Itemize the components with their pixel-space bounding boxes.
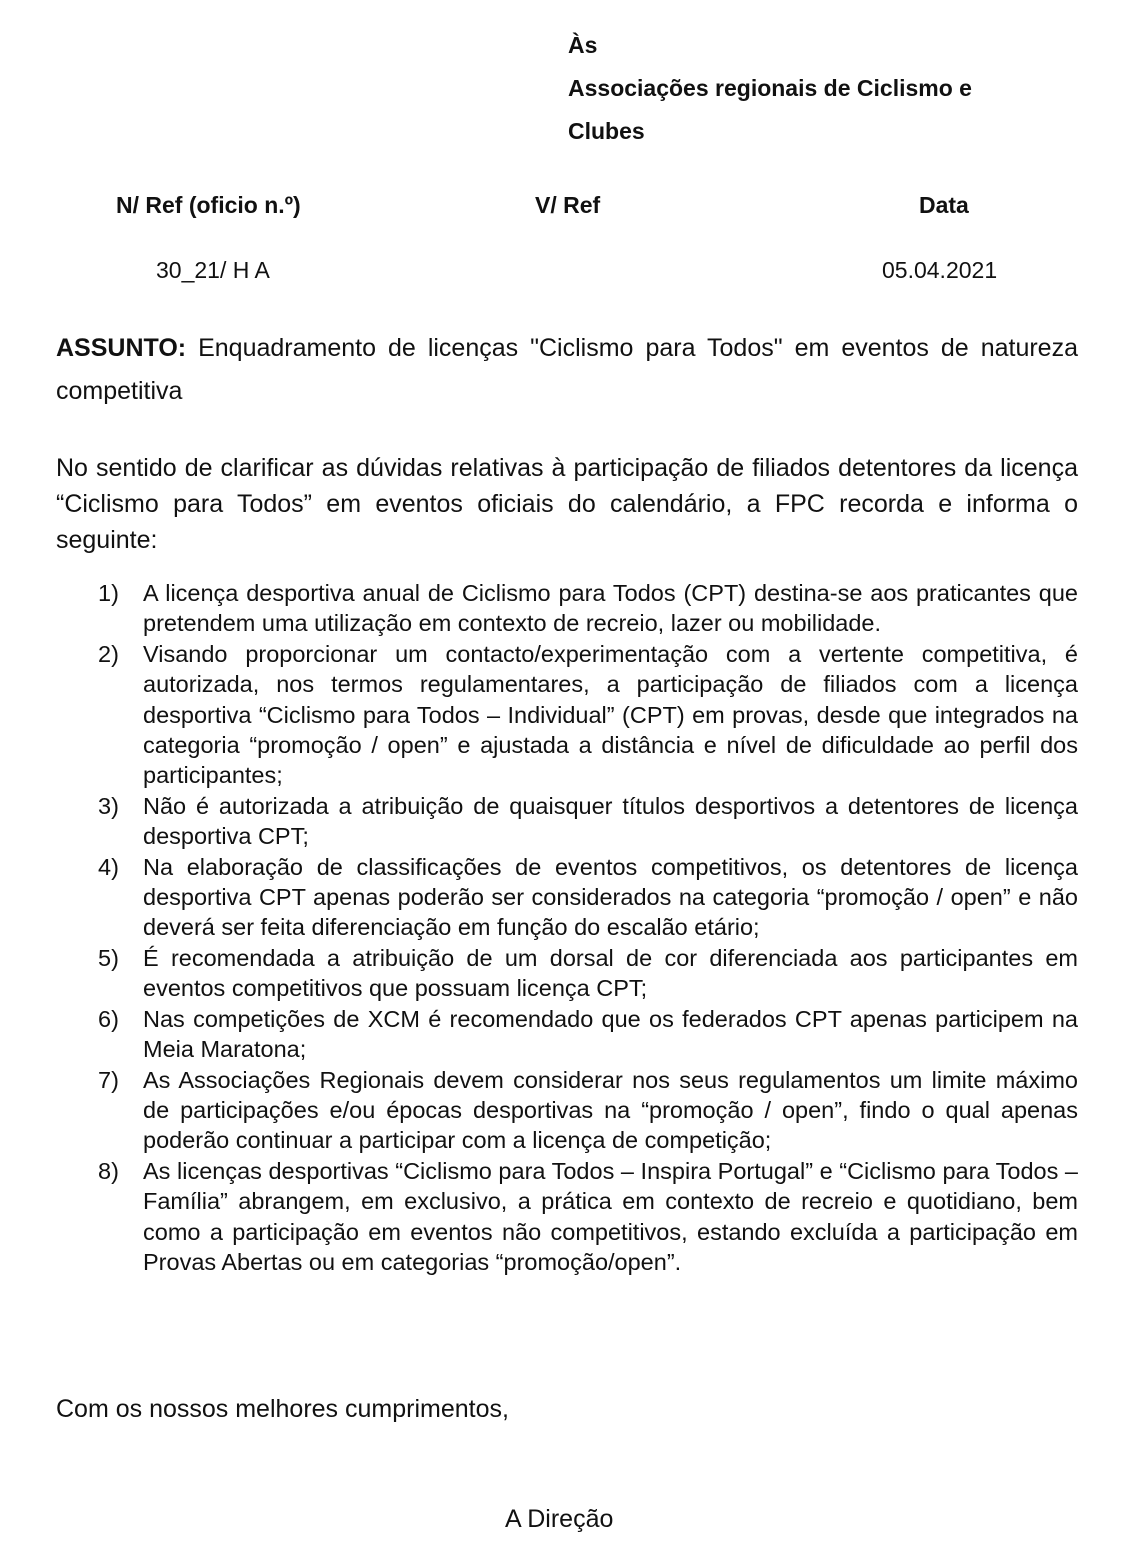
- list-item-text: Não é autorizada a atribuição de quaisquer títulos desportivos a detentores de licença desportiva CPT;: [143, 792, 1078, 850]
- list-item-number: 4): [98, 853, 119, 880]
- our-ref-label: N/ Ref (oficio n.º): [116, 192, 301, 218]
- list-item-number: 8): [98, 1157, 119, 1184]
- date-label: Data: [919, 192, 969, 218]
- list-item-number: 6): [98, 1005, 119, 1032]
- list-item-text: Nas competições de XCM é recomendado que os federados CPT apenas participem na Meia Maratona;: [143, 1005, 1078, 1063]
- list-item-number: 3): [98, 792, 119, 819]
- list-item-text: A licença desportiva anual de Ciclismo para Todos (CPT) destina-se aos praticantes que pretendem uma utilização em contexto de recreio, lazer ou mobilidade.: [143, 580, 1078, 637]
- list-item-text: É recomendada a atribuição de um dorsal de cor diferenciada aos participantes em eventos competitivos que possuam licença CPT;: [143, 944, 1078, 1002]
- list-item: [56, 1004, 1078, 1065]
- list-item-text: Na elaboração de classificações de eventos competitivos, os detentores de licença desportiva CPT apenas poderão ser considerados na categoria “promoção / open” e não deverá ser feita diferenciação em função do escalão etário;: [143, 853, 1078, 941]
- your-ref-label: V/ Ref: [535, 192, 601, 218]
- list-item: [56, 943, 1078, 1004]
- list-item-text: Visando proporcionar um contacto/experimentação com a vertente competitiva, é autorizada, nos termos regulamentares, a participação de filiados com a licença desportiva “Ciclismo para Todos – Individual” (CPT) em provas, desde que integrados na categoria “promoção / open” e ajustada a distância e nível de dificuldade ao perfil dos participantes;: [143, 640, 1078, 789]
- subject-label: ASSUNTO:: [56, 334, 187, 362]
- list-item: [56, 791, 1078, 852]
- list-item: [56, 852, 1078, 943]
- recipient-name-line-2: Clubes: [568, 118, 645, 144]
- list-item-number: 2): [98, 640, 119, 667]
- subject-paragraph: [56, 327, 1078, 413]
- list-item-text: As licenças desportivas “Ciclismo para Todos – Inspira Portugal” e “Ciclismo para Todos – Família” abrangem, em exclusivo, a prática em contexto de recreio e quotidiano, bem como a participação em eventos não competitivos, estando excluída a participação em Provas Abertas ou em categorias “promoção/open”.: [143, 1157, 1078, 1275]
- list-item-number: 1): [98, 580, 119, 606]
- recipient-block: [568, 24, 1088, 153]
- list-item-text: As Associações Regionais devem considerar nos seus regulamentos um limite máximo de participações e/ou épocas desportivas na “promoção / open”, findo o qual apenas poderão continuar a participar com a licença de competição;: [143, 1066, 1078, 1154]
- list-item: [56, 578, 1078, 639]
- list-item: [56, 1065, 1078, 1156]
- list-item: [56, 639, 1078, 791]
- list-item-number: 7): [98, 1066, 119, 1093]
- our-ref-value: 30_21/ H A: [156, 257, 270, 283]
- closing-line: Com os nossos melhores cumprimentos,: [56, 1395, 509, 1423]
- list-item: [56, 1156, 1078, 1278]
- numbered-list: [56, 578, 1078, 1277]
- signature: A Direção: [505, 1505, 614, 1533]
- subject-text: Enquadramento de licenças "Ciclismo para Todos" em eventos de natureza competitiva: [56, 334, 1078, 405]
- recipient-name-line-1: Associações regionais de Ciclismo e: [568, 75, 972, 101]
- intro-paragraph: No sentido de clarificar as dúvidas relativas à participação de filiados detentores da licença “Ciclismo para Todos” em eventos oficiais do calendário, a FPC recorda e informa o seguinte:: [56, 454, 1078, 554]
- recipient-salutation: Às: [568, 32, 598, 58]
- list-item-number: 5): [98, 944, 119, 971]
- date-value: 05.04.2021: [882, 257, 998, 283]
